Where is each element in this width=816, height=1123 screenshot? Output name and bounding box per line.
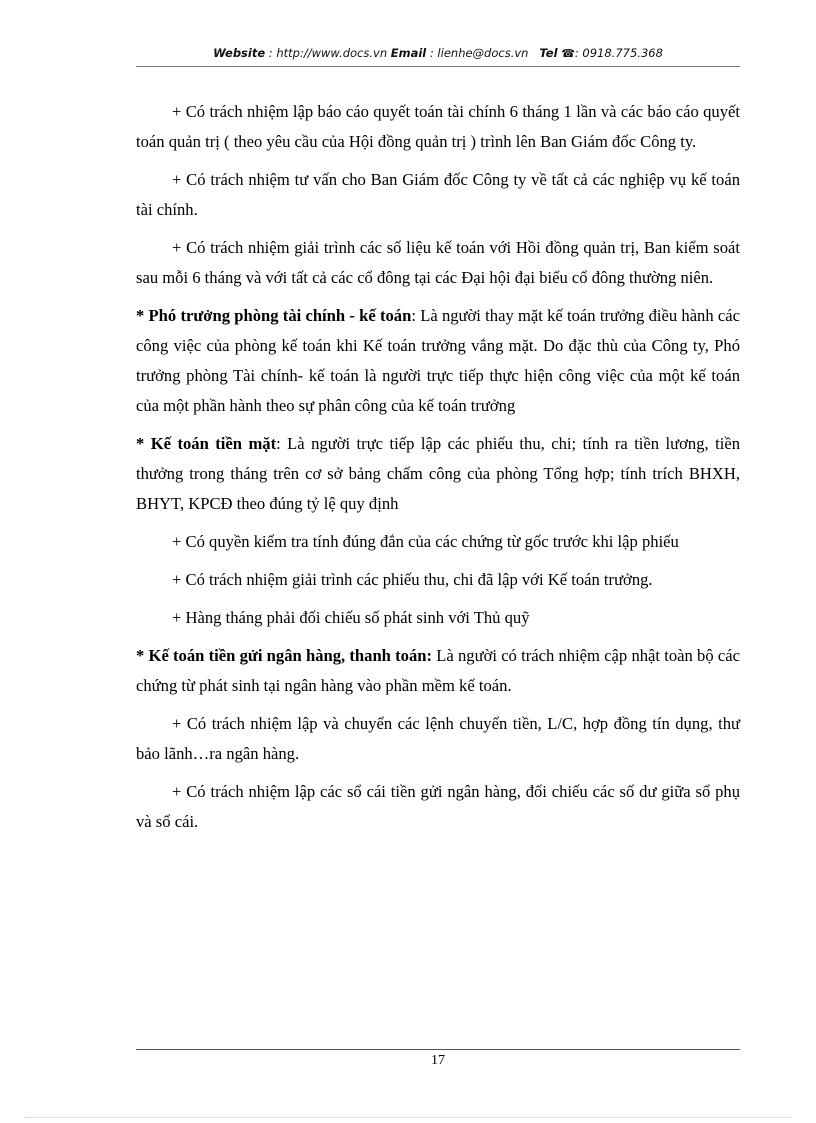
paragraph-9 xyxy=(136,641,740,701)
paragraph-text: + Có trách nhiệm lập và chuyển các lệnh chuyển tiền, L/C, hợp đồng tín dụng, thư bảo lãnh…ra ngân hàng. xyxy=(136,714,740,763)
paragraph-5 xyxy=(136,429,740,519)
page-edge-dots xyxy=(24,1117,792,1118)
tel-value: : 0918.775.368 xyxy=(574,46,663,60)
paragraph-heading: * Phó trưởng phòng tài chính - kế toán xyxy=(136,306,412,325)
paragraph-text: + Có trách nhiệm giải trình các số liệu kế toán với Hồi đồng quản trị, Ban kiểm soát sau mỗi 6 tháng và với tất cả các cổ đông tại các Đại hội đại biểu cổ đông thường niên. xyxy=(136,238,740,287)
paragraph-8 xyxy=(136,603,740,633)
paragraph-2 xyxy=(136,165,740,225)
website-value: : http://www.docs.vn xyxy=(265,46,388,60)
telephone-icon: ☎ xyxy=(561,47,575,60)
footer-divider xyxy=(136,1049,740,1050)
header-divider xyxy=(136,66,740,67)
paragraph-4 xyxy=(136,301,740,421)
page-header xyxy=(136,46,740,60)
paragraph-text: : Là người thay mặt kế toán trưởng điều hành các công việc của phòng kế toán khi Kế toán trưởng vắng mặt. Do đặc thù của Công ty, Phó trưởng phòng Tài chính- kế toán là người trực tiếp thực hiện công việc của một kế toán của một phần hành theo sự phân công của kế toán trưởng xyxy=(136,306,740,415)
website-label: Website xyxy=(213,46,266,60)
paragraph-text: + Có quyền kiểm tra tính đúng đắn của các chứng từ gốc trước khi lập phiếu xyxy=(172,532,679,551)
paragraph-10 xyxy=(136,709,740,769)
paragraph-text: + Có trách nhiệm tư vấn cho Ban Giám đốc Công ty về tất cả các nghiệp vụ kế toán tài chính. xyxy=(136,170,740,219)
email-value: : lienhe@docs.vn xyxy=(426,46,529,60)
paragraph-6 xyxy=(136,527,740,557)
paragraph-text: Là người có trách nhiệm cập nhật toàn bộ các chứng từ phát sinh tại ngân hàng vào phần mềm kế toán. xyxy=(136,646,740,695)
email-label: Email xyxy=(390,46,427,60)
page-number: 17 xyxy=(431,1053,445,1068)
tel-label: Tel xyxy=(539,46,558,60)
paragraph-text: + Có trách nhiệm giải trình các phiếu thu, chi đã lập với Kế toán trưởng. xyxy=(172,570,653,589)
paragraph-text: : Là người trực tiếp lập các phiếu thu, chi; tính ra tiền lương, tiền thưởng trong tháng trên cơ sở bảng chấm công của phòng Tổng hợp; tính trích BHXH, BHYT, KPCĐ theo đúng tỷ lệ quy định xyxy=(136,434,740,513)
paragraph-3 xyxy=(136,233,740,293)
paragraph-heading: * Kế toán tiền gửi ngân hàng, thanh toán: xyxy=(136,646,433,665)
paragraph-text: + Hàng tháng phải đối chiếu số phát sinh với Thủ quỹ xyxy=(172,608,530,627)
document-body xyxy=(136,97,740,845)
paragraph-11 xyxy=(136,777,740,837)
paragraph-7 xyxy=(136,565,740,595)
paragraph-text: + Có trách nhiệm lập báo cáo quyết toán tài chính 6 tháng 1 lần và các báo cáo quyết toán quản trị ( theo yêu cầu của Hội đồng quản trị ) trình lên Ban Giám đốc Công ty. xyxy=(136,102,740,151)
paragraph-1 xyxy=(136,97,740,157)
paragraph-text: + Có trách nhiệm lập các sổ cái tiền gửi ngân hàng, đối chiếu các số dư giữa sổ phụ và sổ cái. xyxy=(136,782,740,831)
paragraph-heading: * Kế toán tiền mặt xyxy=(136,434,277,453)
